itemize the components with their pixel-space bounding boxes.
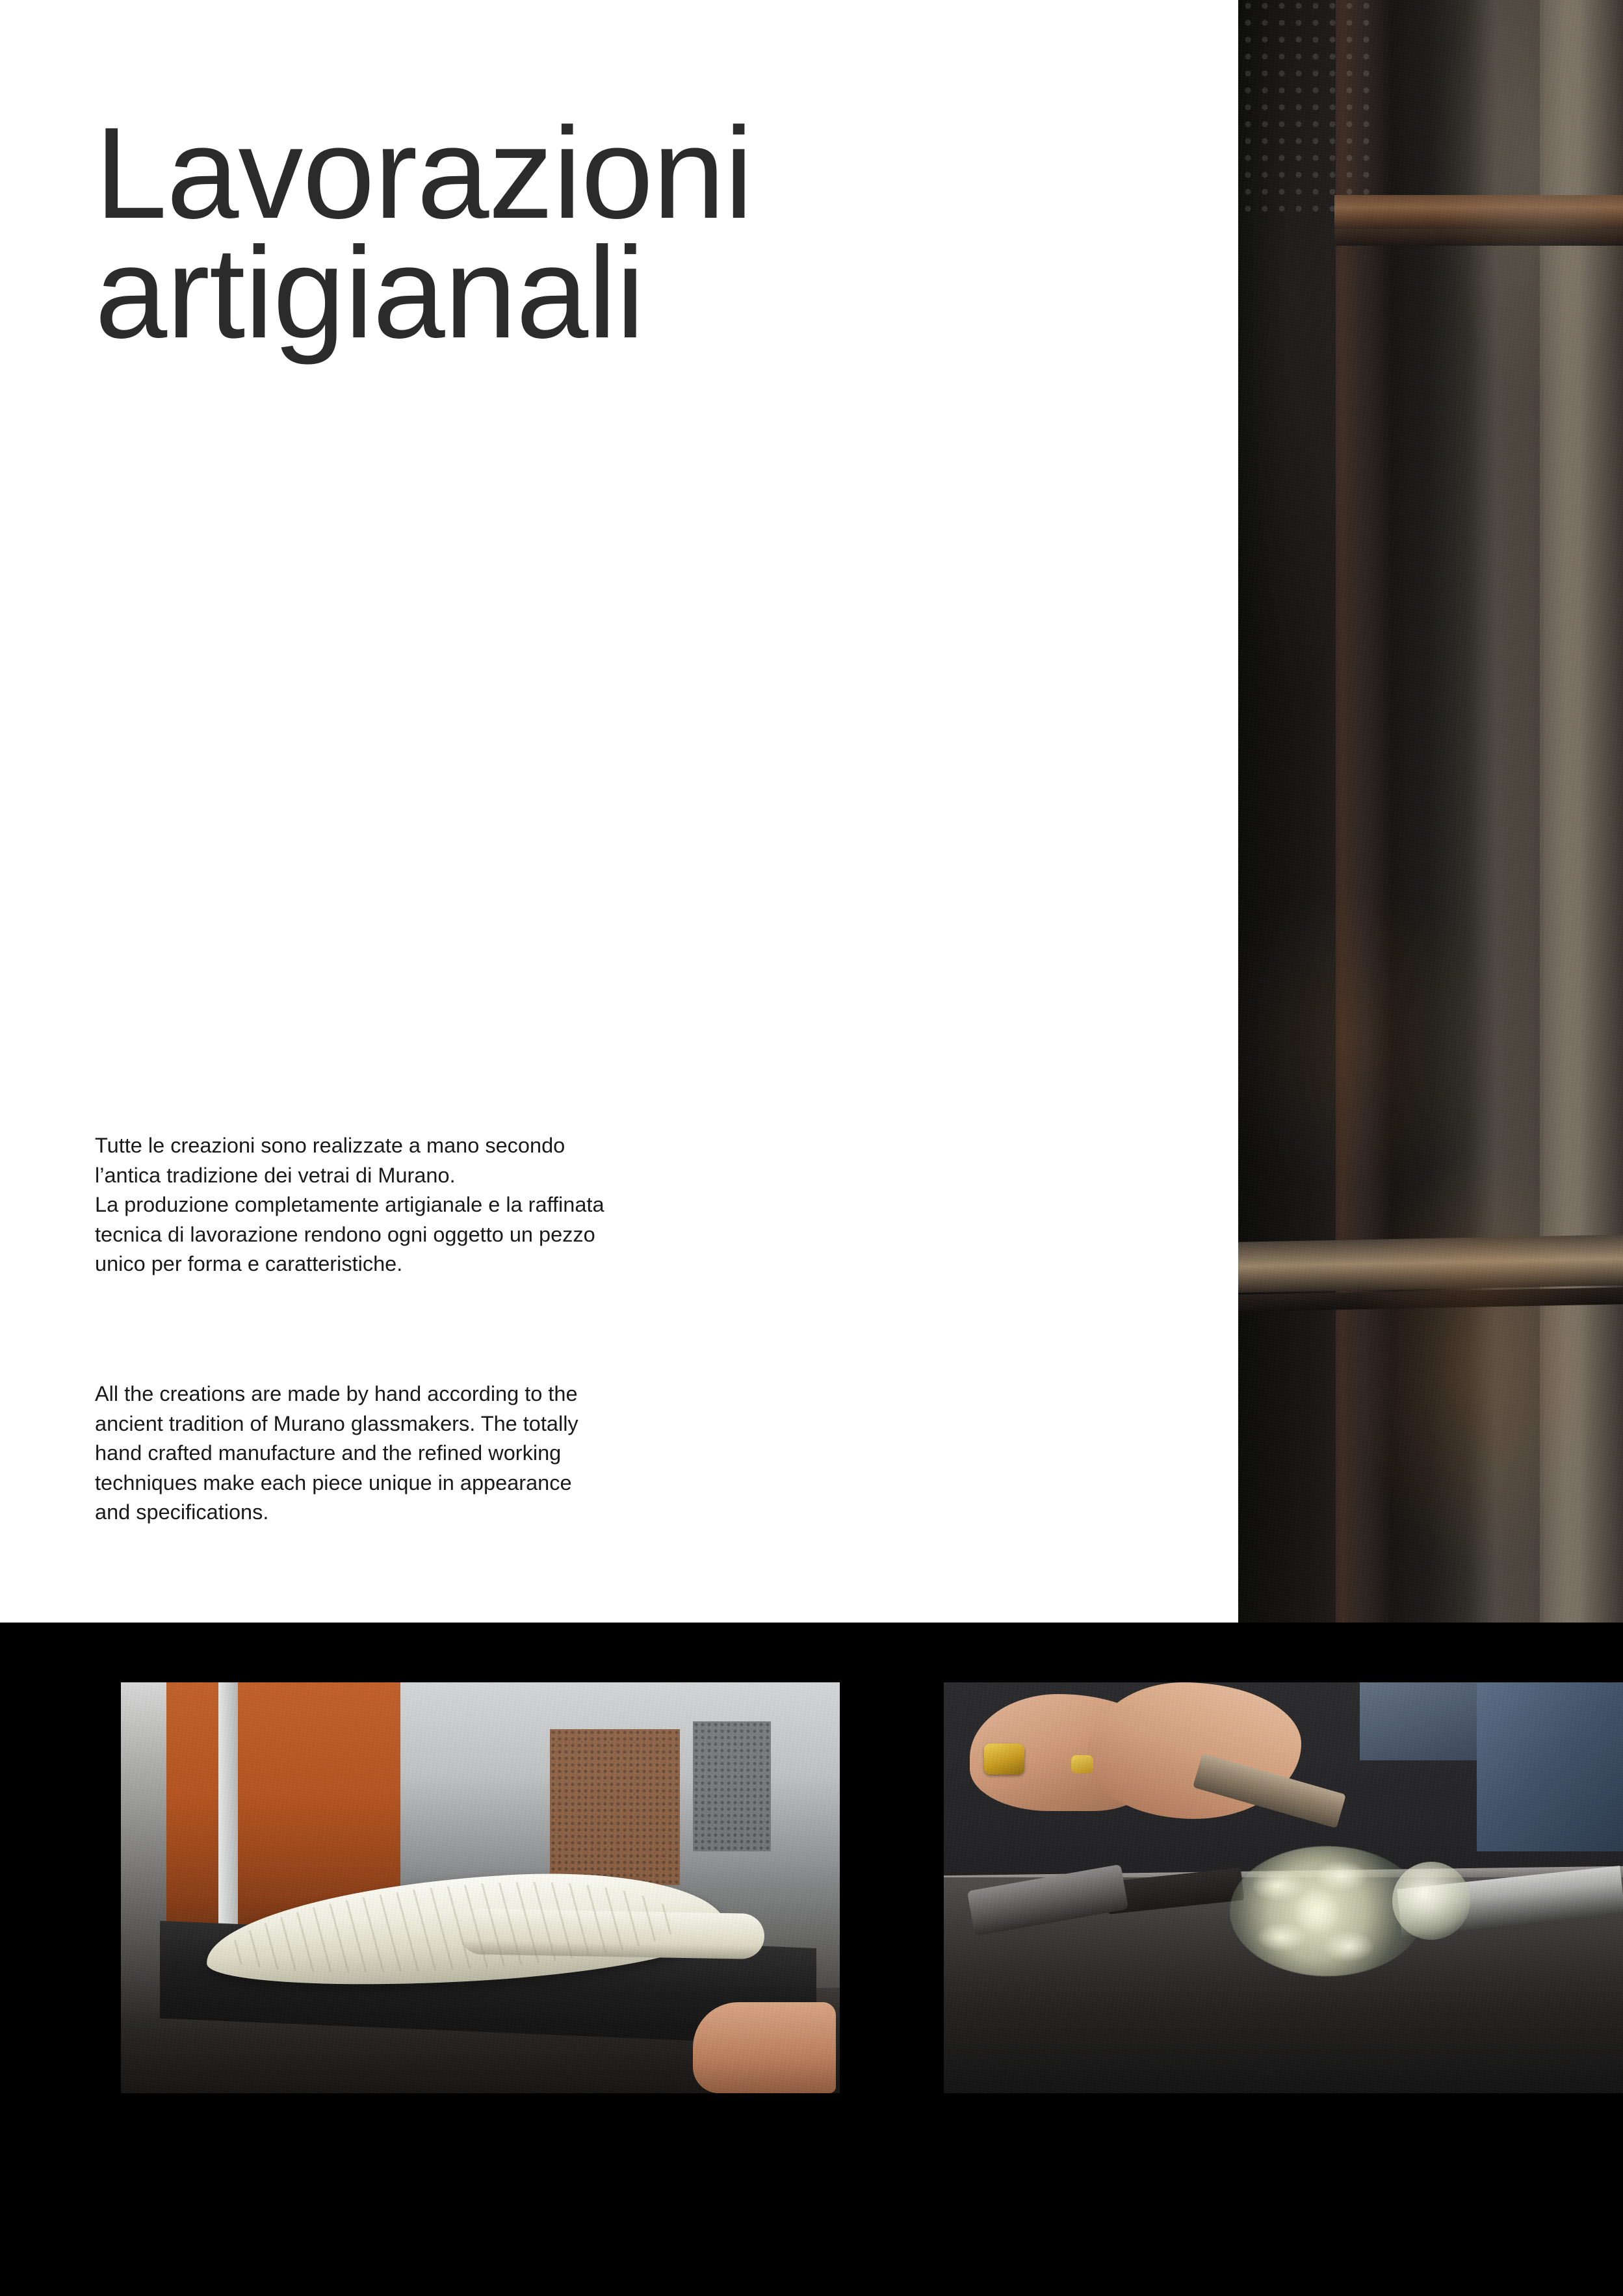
page-title-line-1: Lavorazioni	[95, 101, 753, 246]
body-copy-english	[95, 1379, 784, 1528]
body-copy-italian-line: tecnica di lavorazione rendono ogni oggetto un pezzo	[95, 1222, 595, 1246]
photo-glass-shell-grain	[121, 1682, 840, 2093]
body-copy-english-line: All the creations are made by hand according to the	[95, 1382, 578, 1405]
body-copy-italian	[95, 1131, 784, 1279]
body-copy-italian-line: l’antica tradizione dei vetrai di Murano.	[95, 1163, 456, 1187]
hero-furnace-photo	[1238, 0, 1623, 1623]
photo-glassmaker-grain	[944, 1682, 1623, 2093]
page-title-line-2: artigianali	[95, 220, 645, 365]
body-copy-english-line: hand crafted manufacture and the refined working	[95, 1441, 562, 1465]
page-title	[95, 101, 1148, 365]
body-copy-english-line: and specifications.	[95, 1500, 269, 1524]
photo-glassmaker-hands	[944, 1682, 1623, 2093]
photo-glass-shell	[121, 1682, 840, 2093]
hero-photo-grain	[1238, 0, 1623, 1623]
body-copy-italian-line: unico per forma e caratteristiche.	[95, 1252, 403, 1275]
body-copy-italian-line: Tutte le creazioni sono realizzate a mano secondo	[95, 1134, 565, 1157]
body-copy-italian-line: La produzione completamente artigianale e la raffinata	[95, 1193, 604, 1216]
body-copy-english-line: techniques make each piece unique in appearance	[95, 1470, 572, 1494]
body-copy-english-line: ancient tradition of Murano glassmakers. The totally	[95, 1411, 578, 1435]
